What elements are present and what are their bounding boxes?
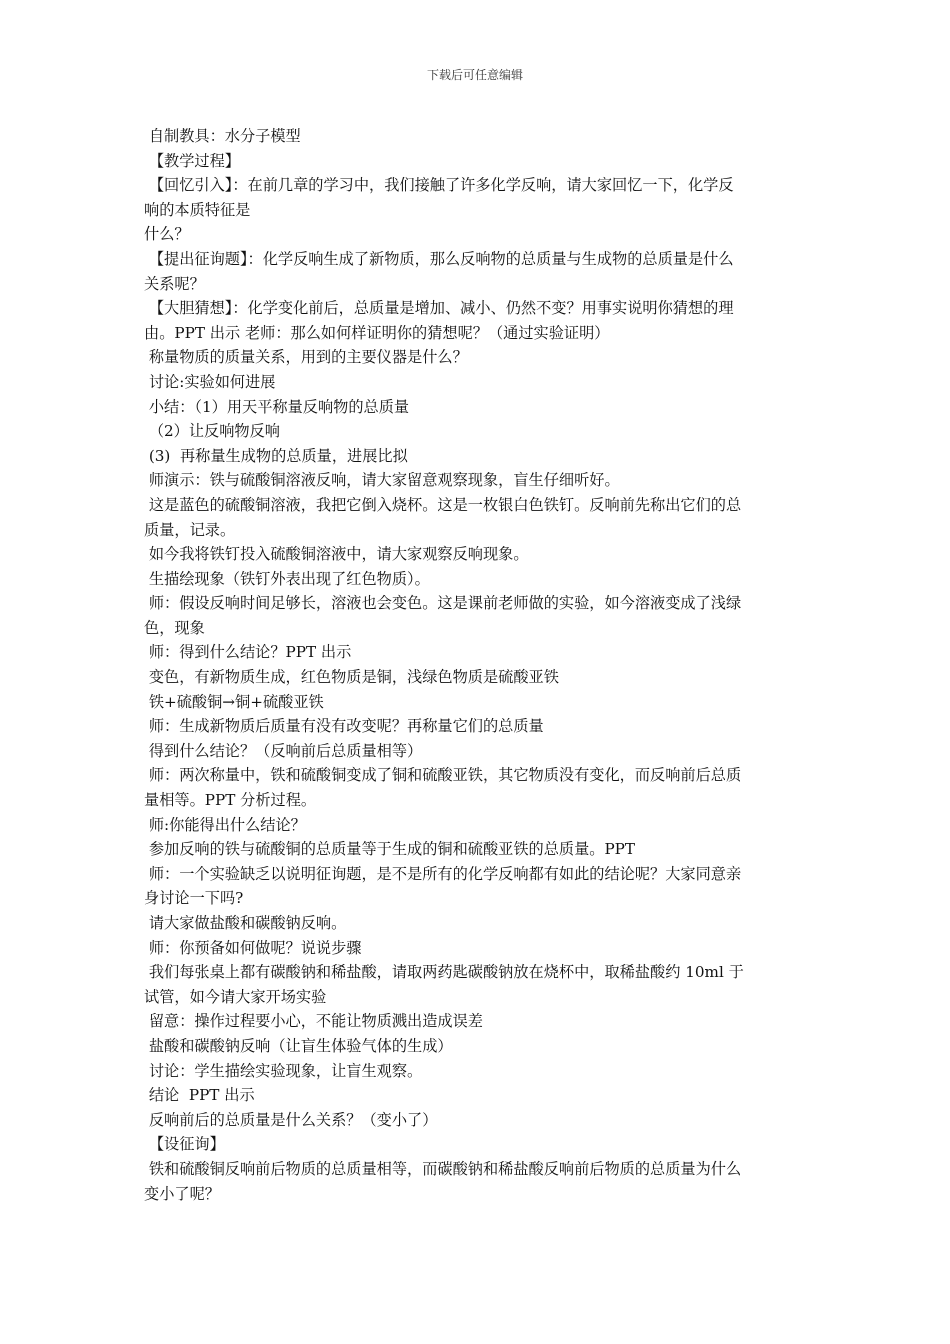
text-line: 色，现象	[144, 618, 205, 637]
text-line: 师：你预备如何做呢？说说步骤	[144, 938, 362, 957]
text-line: 由。PPT 出示 老师：那么如何样证明你的猜想呢？（通过实验证明）	[144, 323, 610, 342]
text-line: 生描绘现象（铁钉外表出现了红色物质）。	[144, 569, 430, 588]
text-line: 师：假设反响时间足够长，溶液也会变色。这是课前老师做的实验，如今溶液变成了浅绿	[144, 594, 742, 613]
text-line: 师：两次称量中，铁和硫酸铜变成了铜和硫酸亚铁，其它物质没有变化，而反响前后总质	[144, 766, 742, 785]
text-line: 【提出征询题】：化学反响生成了新物质，那么反响物的总质量与生成物的总质量是什么	[144, 249, 734, 268]
document-body	[144, 124, 808, 1206]
text-line: 【回忆引入】：在前几章的学习中，我们接触了许多化学反响，请大家回忆一下，化学反	[144, 176, 734, 195]
text-line: 师：得到什么结论？PPT 出示	[144, 643, 352, 662]
text-line: 【设征询】	[144, 1135, 225, 1154]
text-line: 师演示：铁与硫酸铜溶液反响，请大家留意观察现象，盲生仔细听好。	[144, 471, 620, 490]
text-line: 身讨论一下吗?	[144, 889, 244, 908]
text-line: 称量物质的质量关系，用到的主要仪器是什么？	[144, 348, 468, 367]
text-line: (3) 再称量生成物的总质量，进展比拟	[144, 446, 408, 465]
text-line: 参加反响的铁与硫酸铜的总质量等于生成的铜和硫酸亚铁的总质量。PPT	[144, 840, 636, 859]
text-line: 师：生成新物质后质量有没有改变呢？再称量它们的总质量	[144, 717, 544, 736]
text-line: 我们每张桌上都有碳酸钠和稀盐酸，请取两药匙碳酸钠放在烧杯中，取稀盐酸约 10ml 于	[144, 963, 744, 982]
text-line: 铁和硫酸铜反响前后物质的总质量相等，而碳酸钠和稀盐酸反响前后物质的总质量为什么	[144, 1159, 742, 1178]
text-line: 质量，记录。	[144, 520, 236, 539]
text-line: 师:你能得出什么结论？	[144, 815, 306, 834]
text-line: 关系呢？	[144, 274, 205, 293]
text-line: 结论 PPT 出示	[144, 1086, 255, 1105]
text-line: 响的本质特征是	[144, 200, 251, 219]
text-line: 师：一个实验缺乏以说明征询题，是不是所有的化学反响都有如此的结论呢？大家同意亲	[144, 864, 742, 883]
text-line: 反响前后的总质量是什么关系？（变小了）	[144, 1110, 438, 1129]
text-line: 小结：（1）用天平称量反响物的总质量	[144, 397, 410, 416]
text-line: 量相等。PPT 分析过程。	[144, 791, 317, 810]
text-line: 如今我将铁钉投入硫酸铜溶液中，请大家观察反响现象。	[144, 545, 529, 564]
text-line: 盐酸和碳酸钠反响（让盲生体验气体的生成）	[144, 1036, 453, 1055]
text-line: 这是蓝色的硫酸铜溶液，我把它倒入烧杯。这是一枚银白色铁钉。反响前先称出它们的总	[144, 495, 742, 514]
text-line: 铁+硫酸铜→铜+硫酸亚铁	[144, 692, 324, 711]
text-line: 【教学过程】	[144, 151, 240, 170]
text-line: 请大家做盐酸和碳酸钠反响。	[144, 914, 347, 932]
text-line: 试管，如今请大家开场实验	[144, 987, 327, 1006]
text-line: 变小了呢？	[144, 1184, 220, 1203]
text-line: 讨论：学生描绘实验现象，让盲生观察。	[144, 1061, 423, 1080]
text-line: 【大胆猜想】：化学变化前后，总质量是增加、减小、仍然不变？用事实说明你猜想的理	[144, 299, 734, 318]
text-line: 讨论:实验如何进展	[144, 372, 276, 391]
page-header: 下载后可任意编辑	[426, 68, 523, 82]
text-line: 变色，有新物质生成，红色物质是铜，浅绿色物质是硫酸亚铁	[144, 668, 559, 687]
text-line: 自制教具：水分子模型	[144, 127, 301, 145]
text-line: （2）让反响物反响	[144, 422, 280, 441]
text-line: 留意：操作过程要小心，不能让物质溅出造成误差	[144, 1012, 483, 1031]
text-line: 什么？	[144, 225, 190, 244]
text-line: 得到什么结论？（反响前后总质量相等）	[144, 741, 423, 760]
